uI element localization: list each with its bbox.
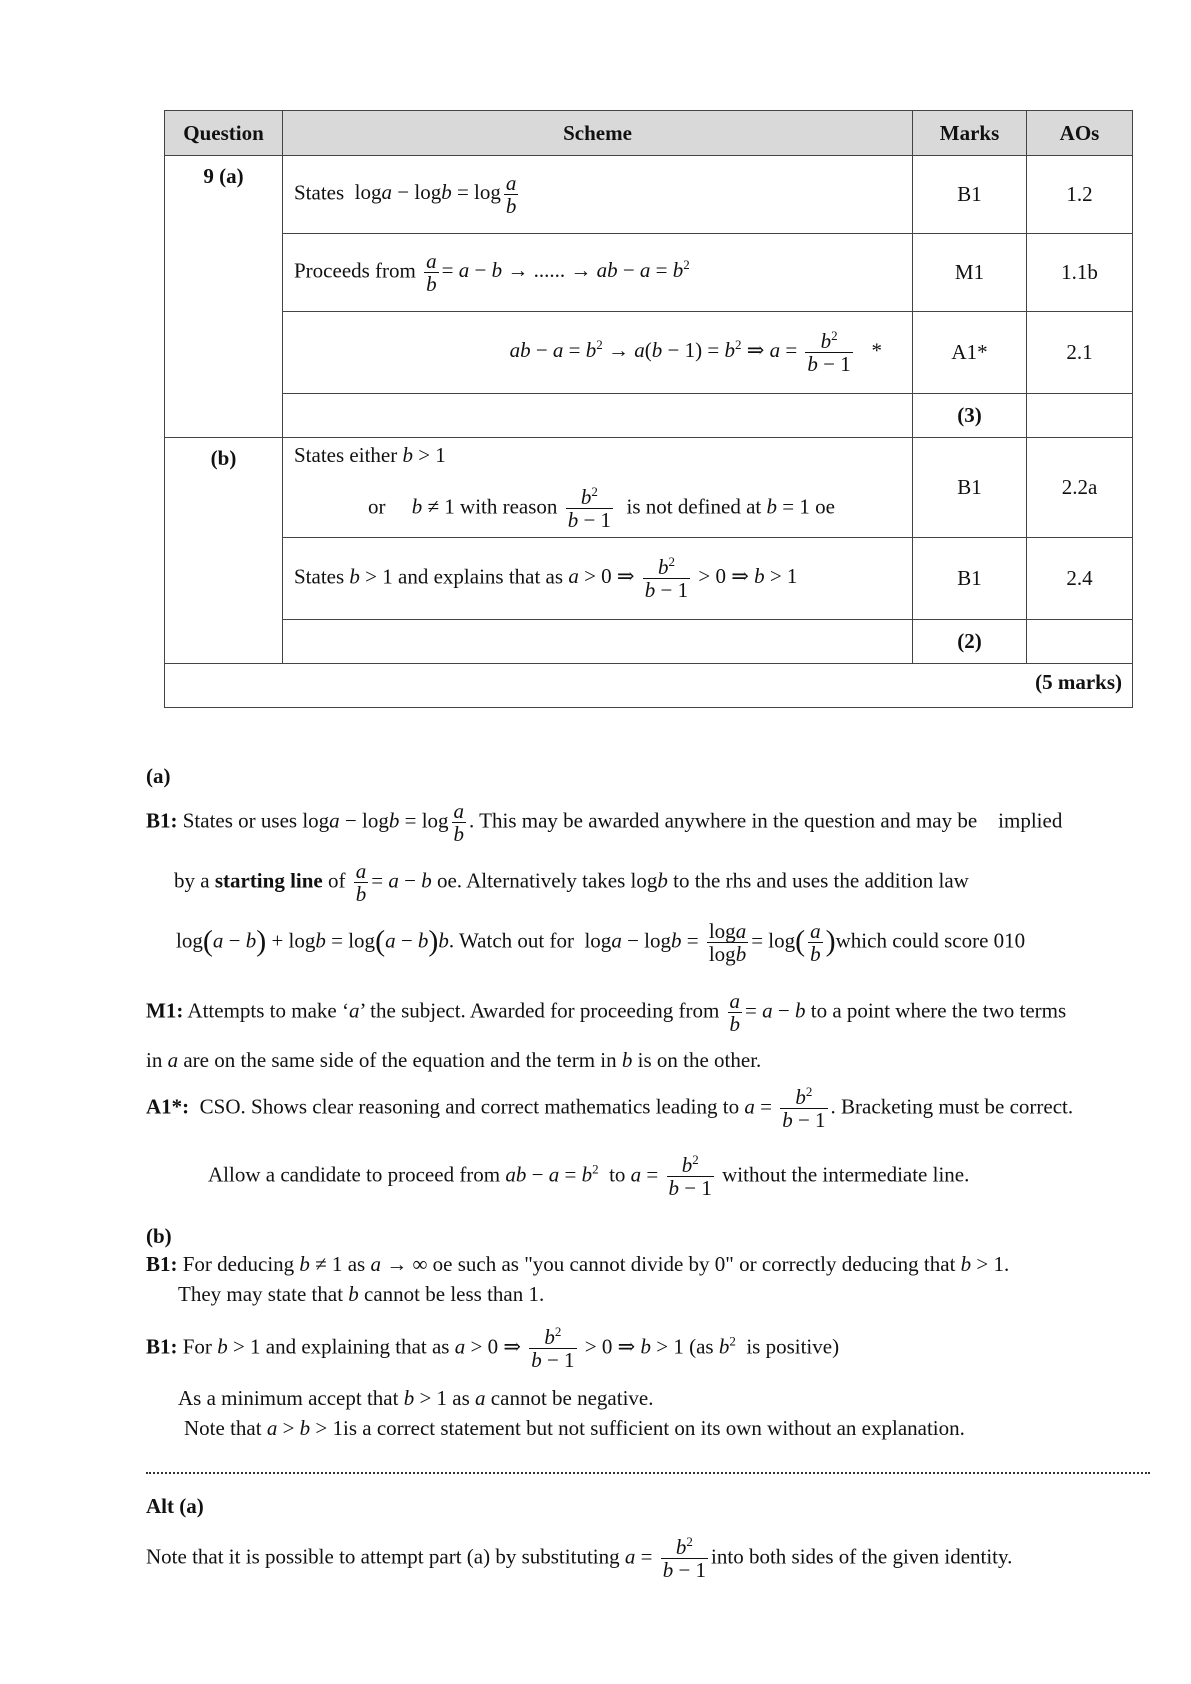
bb2-label: B1:	[146, 1334, 178, 1359]
question-9a-cell: 9 (a)	[165, 156, 283, 438]
scheme-text: Proceeds from	[294, 258, 416, 283]
b1-label: B1:	[146, 808, 178, 833]
mark-cell: B1	[913, 438, 1027, 538]
ao-cell: 1.1b	[1027, 234, 1133, 312]
mark-cell: M1	[913, 234, 1027, 312]
subtotal-a: (3)	[913, 394, 1027, 438]
table-row	[165, 234, 1133, 312]
proceeds-expression: $\frac{a}{b}$ = a − b → ...... → ab − $a = b^2$	[426, 248, 690, 296]
note-bb2-minimum: As a minimum accept that b > 1 as a cannot be negative.	[178, 1386, 654, 1410]
a1-label: A1*:	[146, 1094, 190, 1119]
with-reason-text: with reason	[460, 494, 558, 519]
scheme-row-3	[283, 312, 913, 394]
log-law-expression: loga − logb = log $\frac{a}{b}$	[354, 170, 517, 218]
scheme-empty-cell	[283, 394, 913, 438]
fraction-expression: $\frac{b^2}{b - 1}$	[567, 484, 612, 533]
note-a1-allow: Allow a candidate to proceed from ab − $a = b^2$ to a = $\frac{b^2}{b - 1}$ without the intermediate line.	[208, 1152, 970, 1201]
note-bb1-line2: They may state that b cannot be less than 1.	[178, 1282, 545, 1306]
ao-cell: 2.4	[1027, 538, 1133, 620]
total-marks: (5 marks)	[165, 664, 1133, 708]
table-row	[165, 312, 1133, 394]
table-row	[165, 156, 1133, 234]
scheme-text: States either	[294, 443, 398, 467]
note-bb2-line1: B1: For b > 1 and explaining that as a > 0 ⇒ $\frac{b^2}{b - 1}$ > 0 ⇒ b > 1 (as $b^2$ is positive)	[146, 1324, 840, 1373]
or-text: or	[368, 494, 386, 519]
note-m1-line1: M1: Attempts to make ‘a’ the subject. Awarded for proceeding from $\frac{a}{b}$ = a − b to a point where the two terms	[146, 989, 1067, 1037]
scheme-text: States	[294, 564, 345, 589]
scheme-row-4	[283, 438, 913, 538]
note-b1-line3: log(a − b) + logb = log(a − b)b. Watch out for loga − logb = $\frac{\log a}{\log b}$ = log( $\frac{a}{b}$ )which could score 010	[176, 919, 1026, 967]
table-row	[165, 538, 1133, 620]
positivity-expression: a > 0 ⇒ $\frac{b^2}{b - 1}$ > 0 ⇒ b > 1	[568, 553, 798, 602]
table-row	[165, 620, 1133, 664]
m1-label: M1:	[146, 998, 184, 1023]
note-alt-a: Note that it is possible to attempt part (a) by substituting a = $\frac{b^2}{b - 1}$ into both sides of the given identity.	[146, 1534, 1013, 1583]
section-b-heading: (b)	[146, 1224, 172, 1248]
scheme-row-5: States b > 1 and explains that as a > 0 ⇒ $\frac{b^2}{b - 1}$ > 0 ⇒ b > 1	[283, 538, 913, 620]
ao-empty-cell	[1027, 394, 1133, 438]
subtotal-b: (2)	[913, 620, 1027, 664]
question-9b-cell: (b)	[165, 438, 283, 664]
header-scheme: Scheme	[283, 111, 913, 156]
mark-cell: A1*	[913, 312, 1027, 394]
table-header-row	[165, 111, 1133, 156]
given-answer-star: *	[871, 338, 882, 363]
section-a-heading: (a)	[146, 764, 171, 788]
ao-empty-cell	[1027, 620, 1133, 664]
bb1-label: B1:	[146, 1252, 178, 1276]
b-neq-1-expression: b ≠ 1	[411, 494, 455, 519]
dotted-divider	[146, 1472, 1150, 1474]
header-marks: Marks	[913, 111, 1027, 156]
mark-cell: B1	[913, 538, 1027, 620]
oe-text: oe	[815, 494, 835, 519]
header-question: Question	[165, 111, 283, 156]
note-m1-line2: in a are on the same side of the equation and the term in b is on the other.	[146, 1048, 762, 1072]
scheme-row-1	[283, 156, 913, 234]
table-total-row	[165, 664, 1133, 708]
scheme-row-2	[283, 234, 913, 312]
table-row	[165, 438, 1133, 538]
b-eq-1-expression: b = 1	[766, 494, 810, 519]
note-bb2-note: Note that a > b > 1is a correct statement but not sufficient on its own without an explanation.	[184, 1416, 965, 1440]
explains-text: and explains that as	[398, 564, 564, 589]
rearrangement-expression: ab − $a = b^2 \to a(b - 1) = b^2$ ⇒ a = $\frac{b^2}{b - 1}$	[509, 327, 851, 376]
scheme-text: States	[294, 180, 345, 205]
ao-cell: 1.2	[1027, 156, 1133, 234]
scheme-empty-cell	[283, 620, 913, 664]
note-b1-line1: B1: States or uses loga − logb = log $\frac{a}{b}$ . This may be awarded anywhere in the question and may be implied	[146, 799, 1063, 847]
note-bb1-line1: B1: For deducing b ≠ 1 as a → ∞ oe such as "you cannot divide by 0" or correctly deducing that b > 1.	[146, 1252, 1010, 1276]
note-b1-line2: by a starting line of $\frac{a}{b}$ = a − b oe. Alternatively takes logb to the rhs and uses the addition law	[174, 859, 969, 907]
alt-a-heading: Alt (a)	[146, 1494, 204, 1518]
b-gt-1-expression: b > 1	[402, 443, 446, 467]
ao-cell: 2.2a	[1027, 438, 1133, 538]
not-defined-text: is not defined at	[626, 494, 762, 519]
note-a1-line1: A1*: CSO. Shows clear reasoning and correct mathematics leading to a = $\frac{b^2}{b - 1}$ . Bracketing must be correct.	[146, 1084, 1074, 1133]
table-row	[165, 394, 1133, 438]
header-aos: AOs	[1027, 111, 1133, 156]
ao-cell: 2.1	[1027, 312, 1133, 394]
mark-cell: B1	[913, 156, 1027, 234]
mark-scheme-table	[164, 110, 1133, 708]
